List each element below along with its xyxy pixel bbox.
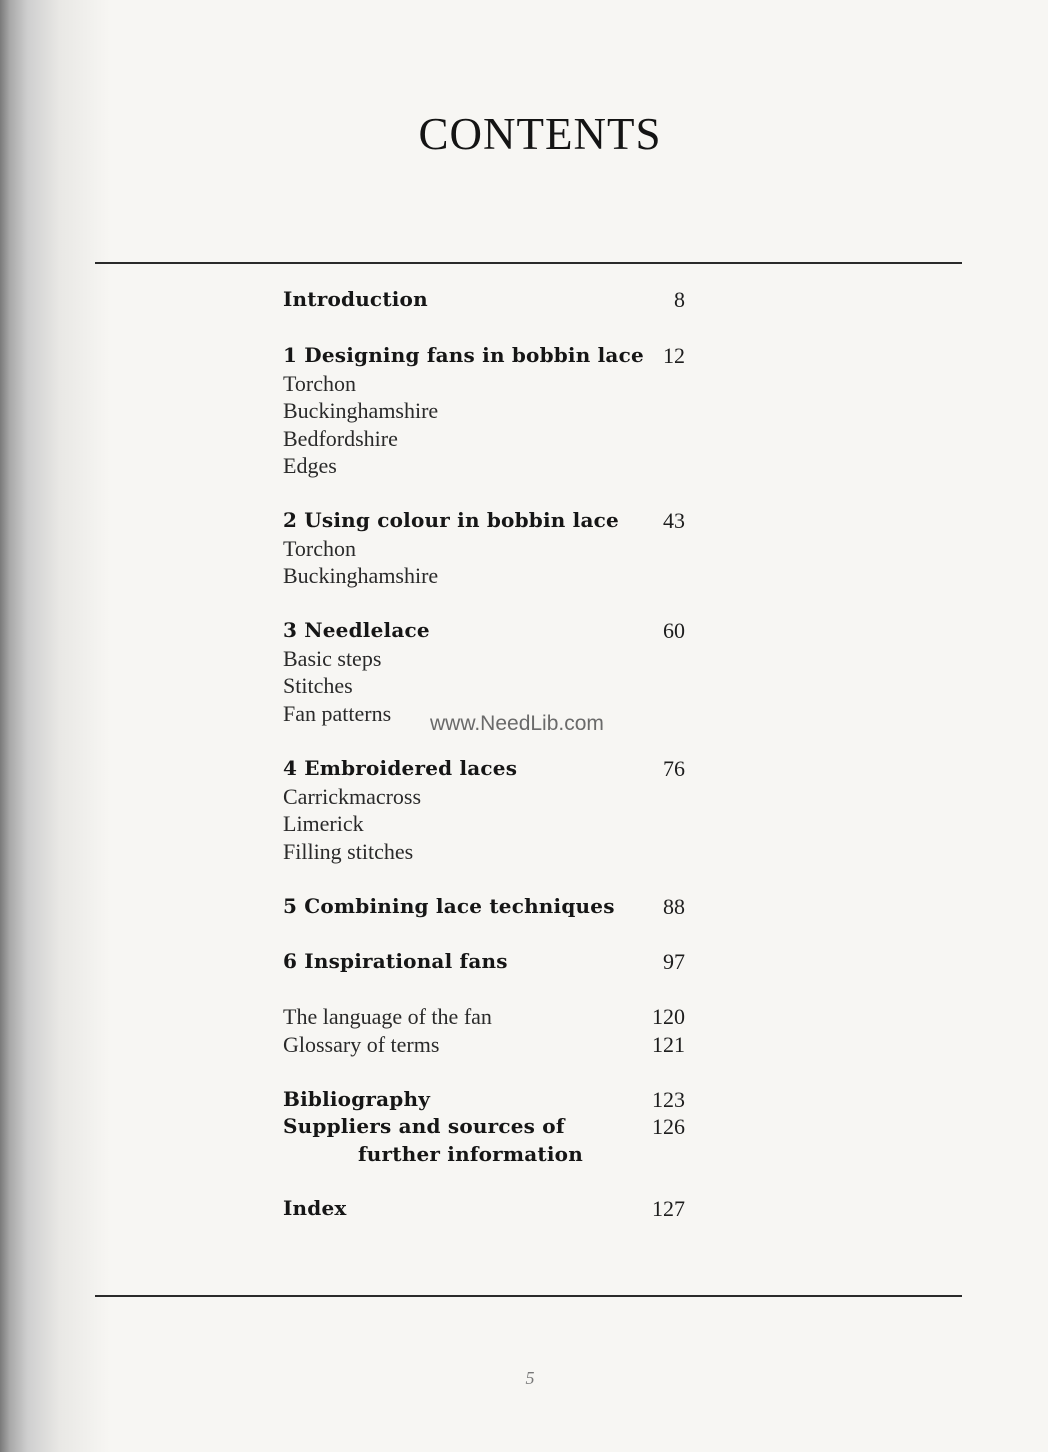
- toc-subentry: Filling stitches: [283, 838, 414, 864]
- toc-subentry: Buckinghamshire: [283, 563, 439, 588]
- toc-entry-introduction[interactable]: [283, 286, 685, 314]
- toc-entry-page: 8: [674, 287, 685, 312]
- toc-subentry: Fan patterns: [283, 700, 392, 726]
- toc-subentry: Edges: [283, 453, 337, 478]
- toc-entry-page: 43: [663, 508, 685, 533]
- toc-subentry: Stitches: [283, 673, 353, 698]
- toc-subentry: Buckinghamshire: [283, 398, 439, 423]
- toc-entry-label: 6 Inspirational fans: [283, 949, 508, 973]
- toc-entry-label: 4 Embroidered laces: [283, 756, 518, 780]
- toc-entry-chapter-2[interactable]: [283, 507, 685, 590]
- toc-entry-page: 126: [652, 1114, 685, 1139]
- toc-entry-page: 88: [663, 894, 685, 919]
- toc-entry-index[interactable]: [283, 1195, 685, 1223]
- toc-entry-label: Glossary of terms: [283, 1032, 440, 1057]
- toc-entry-chapter-5[interactable]: [283, 893, 685, 921]
- toc-entry-chapter-1[interactable]: [283, 342, 685, 480]
- toc-subentry: Torchon: [283, 535, 356, 561]
- toc-entry-label: 5 Combining lace techniques: [283, 894, 615, 918]
- toc-entry-label: Introduction: [283, 287, 428, 311]
- toc-entry-chapter-3[interactable]: [283, 617, 685, 727]
- toc-subentry: Carrickmacross: [283, 783, 422, 809]
- toc-entry-language-of-fan[interactable]: [283, 1003, 685, 1031]
- page-number: 5: [525, 1368, 535, 1388]
- watermark-text: www.NeedLib.com: [430, 712, 604, 735]
- toc-subentry: Torchon: [283, 370, 356, 396]
- toc-entry-suppliers[interactable]: [283, 1113, 685, 1168]
- toc-entry-label: 3 Needlelace: [283, 618, 430, 642]
- toc-entry-page: 127: [652, 1196, 685, 1221]
- toc-subentry: Basic steps: [283, 645, 382, 671]
- toc-entry-page: 123: [652, 1087, 685, 1112]
- toc-entry-page: 121: [652, 1032, 685, 1057]
- toc-entry-chapter-6[interactable]: [283, 948, 685, 976]
- toc-subentry: Bedfordshire: [283, 425, 398, 451]
- toc-entry-label: Index: [283, 1196, 347, 1220]
- toc-entry-page: 60: [663, 618, 685, 643]
- toc-entry-label: Suppliers and sources of: [283, 1114, 565, 1138]
- toc-entry-page: 76: [663, 756, 685, 781]
- toc-entry-label: The language of the fan: [283, 1004, 492, 1029]
- toc-entry-label: Bibliography: [283, 1087, 431, 1111]
- toc-subentry: Limerick: [283, 811, 364, 836]
- toc-entry-page: 120: [652, 1004, 685, 1029]
- toc-entry-label-continued: further information: [358, 1141, 583, 1166]
- toc-entry-page: 97: [663, 949, 685, 974]
- toc-entry-glossary[interactable]: [283, 1031, 685, 1059]
- page-gutter-shadow: [0, 0, 110, 1452]
- toc-entry-page: 12: [663, 343, 685, 368]
- bottom-divider: [95, 1295, 962, 1297]
- toc-entry-bibliography[interactable]: [283, 1086, 685, 1114]
- toc-entry-label: 1 Designing fans in bobbin lace: [283, 343, 644, 367]
- toc-entry-label: 2 Using colour in bobbin lace: [283, 508, 619, 532]
- page-title: CONTENTS: [418, 109, 662, 159]
- toc-entry-chapter-4[interactable]: [283, 755, 685, 865]
- top-divider: [95, 262, 962, 264]
